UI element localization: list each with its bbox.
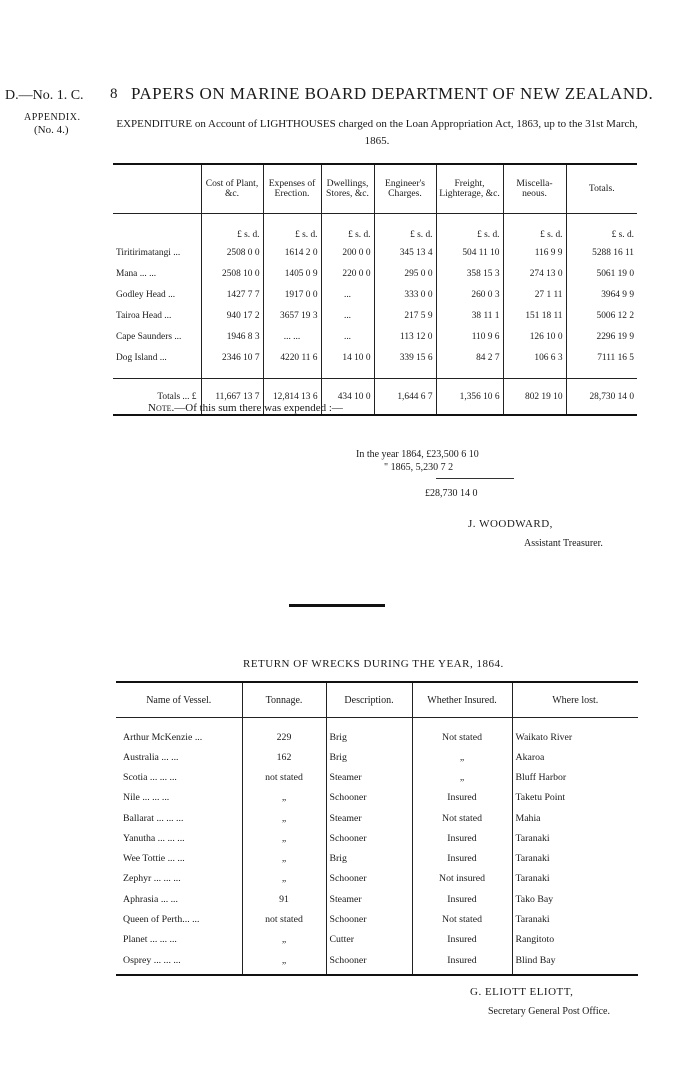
amount-cell: 3657 19 3	[263, 305, 321, 326]
vessel-name: Zephyr ... ... ...	[123, 873, 181, 885]
total-cell: 1,356 10 6	[436, 379, 503, 416]
signature-title: Assistant Treasurer.	[524, 538, 603, 549]
tonnage-cell: 229	[242, 718, 326, 748]
amount-cell: 274 13 0	[503, 263, 566, 284]
column-header: Engineer's Charges.	[374, 164, 436, 214]
amount-cell: 116 9 9	[503, 242, 566, 263]
column-header: Where lost.	[512, 682, 638, 718]
note-text: —Of this sum there was expended :—	[174, 402, 343, 414]
document-reference: D.—No. 1. C.	[5, 88, 84, 103]
year-sum: £28,730 14 0	[425, 488, 478, 499]
insured-cell: Insured	[412, 930, 512, 950]
table-row	[116, 950, 638, 975]
tonnage-cell: „	[242, 869, 326, 889]
column-header: Expenses of Erection.	[263, 164, 321, 214]
units-cell: £ s. d.	[566, 214, 637, 243]
location-cell: Taranaki	[512, 848, 638, 868]
expenditure-table	[113, 163, 637, 416]
amount-cell: 345 13 4	[374, 242, 436, 263]
year-1865-line: " 1865, 5,230 7 2	[384, 462, 454, 473]
location-cell: Taranaki	[512, 869, 638, 889]
insured-cell: Insured	[412, 848, 512, 868]
total-cell: 434 10 0	[321, 379, 374, 416]
expenditure-header-row	[113, 164, 637, 214]
insured-cell: Not stated	[412, 808, 512, 828]
expenditure-note	[148, 402, 343, 414]
column-header: Whether Insured.	[412, 682, 512, 718]
amount-cell: 1427 7 7	[201, 284, 263, 305]
description-cell: Cutter	[326, 930, 412, 950]
table-row	[116, 747, 638, 767]
amount-cell: 5061 19 0	[566, 263, 637, 284]
description-cell: Schooner	[326, 909, 412, 929]
section-divider	[289, 604, 385, 607]
insured-cell: Not stated	[412, 718, 512, 748]
amount-cell: 110 9 6	[436, 326, 503, 347]
description-cell: Schooner	[326, 869, 412, 889]
description-cell: Schooner	[326, 950, 412, 975]
table-row	[116, 889, 638, 909]
table-row	[116, 788, 638, 808]
location-cell: Mahia	[512, 808, 638, 828]
amount-cell: 3964 9 9	[566, 284, 637, 305]
tonnage-cell: 91	[242, 889, 326, 909]
table-row	[116, 718, 638, 748]
location-cell: Taketu Point	[512, 788, 638, 808]
total-cell: 1,644 6 7	[374, 379, 436, 416]
table-row	[113, 242, 637, 263]
column-header: Dwellings, Stores, &c.	[321, 164, 374, 214]
description-cell: Brig	[326, 718, 412, 748]
amount-cell: 113 12 0	[374, 326, 436, 347]
amount-cell: 2346 10 7	[201, 347, 263, 368]
signature-name: G. ELIOTT ELIOTT,	[470, 986, 574, 998]
column-header: Cost of Plant, &c.	[201, 164, 263, 214]
table-row	[113, 284, 637, 305]
total-cell: 802 19 10	[503, 379, 566, 416]
amount-cell: 126 10 0	[503, 326, 566, 347]
table-row	[113, 326, 637, 347]
amount-cell: 333 0 0	[374, 284, 436, 305]
lighthouse-name: Mana ... ...	[116, 268, 157, 279]
amount-cell: 7111 16 5	[566, 347, 637, 368]
amount-cell: 84 2 7	[436, 347, 503, 368]
amount-cell: 1614 2 0	[263, 242, 321, 263]
note-label: Note.	[148, 402, 175, 414]
description-cell: Schooner	[326, 788, 412, 808]
amount-cell: 217 5 9	[374, 305, 436, 326]
amount-cell: 151 18 11	[503, 305, 566, 326]
insured-cell: „	[412, 747, 512, 767]
table-row	[116, 930, 638, 950]
description-cell: Steamer	[326, 767, 412, 787]
page-title: PAPERS ON MARINE BOARD DEPARTMENT OF NEW ZEALAND.	[131, 84, 654, 103]
lighthouse-name: Tairoa Head ...	[116, 310, 172, 321]
location-cell: Taranaki	[512, 828, 638, 848]
units-cell: £ s. d.	[374, 214, 436, 243]
table-row	[113, 347, 637, 368]
vessel-name: Australia ... ...	[123, 751, 179, 763]
amount-cell: 27 1 11	[503, 284, 566, 305]
description-cell: Brig	[326, 848, 412, 868]
description-cell: Brig	[326, 747, 412, 767]
tonnage-cell: „	[242, 930, 326, 950]
table-row	[113, 305, 637, 326]
amount-cell: 358 15 3	[436, 263, 503, 284]
tonnage-cell: „	[242, 788, 326, 808]
location-cell: Blind Bay	[512, 950, 638, 975]
sum-rule	[436, 478, 514, 479]
units-cell: £ s. d.	[201, 214, 263, 243]
units-cell: £ s. d.	[321, 214, 374, 243]
table-row	[116, 808, 638, 828]
column-header	[113, 164, 201, 214]
lighthouse-name: Godley Head ...	[116, 289, 176, 300]
description-cell: Steamer	[326, 808, 412, 828]
expenditure-subtitle: EXPENDITURE on Account of LIGHTHOUSES charged on the Loan Appropriation Act, 1863, up to the 31st March, 1865.	[116, 118, 638, 147]
column-header: Freight, Lighterage, &c.	[436, 164, 503, 214]
vessel-name: Planet ... ... ...	[123, 934, 177, 946]
table-row	[116, 828, 638, 848]
table-row	[116, 909, 638, 929]
vessel-name: Aphrasia ... ...	[123, 893, 178, 905]
appendix-label: APPENDIX.	[24, 112, 81, 123]
year-1864-line: In the year 1864, £23,500 6 10	[356, 449, 479, 460]
amount-cell: 1405 0 9	[263, 263, 321, 284]
page-number: 8	[110, 86, 118, 102]
amount-cell: 504 11 10	[436, 242, 503, 263]
tonnage-cell: 162	[242, 747, 326, 767]
amount-cell: 106 6 3	[503, 347, 566, 368]
amount-cell: 38 11 1	[436, 305, 503, 326]
insured-cell: Insured	[412, 950, 512, 975]
lighthouse-name: Cape Saunders ...	[116, 331, 182, 342]
amount-cell: ...	[321, 284, 374, 305]
amount-cell: 5288 16 11	[566, 242, 637, 263]
vessel-name: Ballarat ... ... ...	[123, 812, 184, 824]
tonnage-cell: not stated	[242, 767, 326, 787]
amount-cell: 2508 0 0	[201, 242, 263, 263]
insured-cell: „	[412, 767, 512, 787]
lighthouse-name: Tiritirimatangi ...	[116, 247, 181, 258]
column-header: Miscella-neous.	[503, 164, 566, 214]
amount-cell: 5006 12 2	[566, 305, 637, 326]
location-cell: Waikato River	[512, 718, 638, 748]
amount-cell: 4220 11 6	[263, 347, 321, 368]
amount-cell: 940 17 2	[201, 305, 263, 326]
column-header: Tonnage.	[242, 682, 326, 718]
location-cell: Tako Bay	[512, 889, 638, 909]
vessel-name: Osprey ... ... ...	[123, 954, 181, 966]
amount-cell: 1917 0 0	[263, 284, 321, 305]
tonnage-cell: „	[242, 848, 326, 868]
description-cell: Steamer	[326, 889, 412, 909]
amount-cell: 200 0 0	[321, 242, 374, 263]
column-header: Description.	[326, 682, 412, 718]
totals-label: Totals ... £	[113, 379, 201, 416]
table-row	[116, 869, 638, 889]
insured-cell: Insured	[412, 788, 512, 808]
insured-cell: Not stated	[412, 909, 512, 929]
insured-cell: Insured	[412, 889, 512, 909]
amount-cell: 2508 10 0	[201, 263, 263, 284]
amount-cell: 1946 8 3	[201, 326, 263, 347]
total-cell: 28,730 14 0	[566, 379, 637, 416]
table-row	[113, 263, 637, 284]
total-cell: 12,814 13 6	[263, 379, 321, 416]
tonnage-cell: „	[242, 828, 326, 848]
table-row	[116, 848, 638, 868]
location-cell: Taranaki	[512, 909, 638, 929]
wrecks-header-row	[116, 682, 638, 718]
vessel-name: Nile ... ... ...	[123, 792, 170, 804]
vessel-name: Scotia ... ... ...	[123, 771, 177, 783]
description-cell: Schooner	[326, 828, 412, 848]
column-header: Name of Vessel.	[116, 682, 242, 718]
tonnage-cell: „	[242, 950, 326, 975]
location-cell: Akaroa	[512, 747, 638, 767]
amount-cell: 260 0 3	[436, 284, 503, 305]
signature-title: Secretary General Post Office.	[488, 1006, 610, 1017]
units-cell	[113, 214, 201, 243]
units-cell: £ s. d.	[263, 214, 321, 243]
units-cell: £ s. d.	[436, 214, 503, 243]
location-cell: Bluff Harbor	[512, 767, 638, 787]
wrecks-title: RETURN OF WRECKS DURING THE YEAR, 1864.	[243, 658, 504, 670]
amount-cell: ...	[321, 326, 374, 347]
column-header: Totals.	[566, 164, 637, 214]
lighthouse-name: Dog Island ...	[116, 352, 167, 363]
vessel-name: Wee Tottie ... ...	[123, 853, 185, 865]
wrecks-table	[116, 681, 638, 976]
insured-cell: Insured	[412, 828, 512, 848]
insured-cell: Not insured	[412, 869, 512, 889]
units-cell: £ s. d.	[503, 214, 566, 243]
units-row	[113, 214, 637, 243]
vessel-name: Arthur McKenzie ...	[123, 731, 203, 743]
total-cell: 11,667 13 7	[201, 379, 263, 416]
amount-cell: 14 10 0	[321, 347, 374, 368]
tonnage-cell: not stated	[242, 909, 326, 929]
vessel-name: Queen of Perth... ...	[123, 914, 200, 926]
amount-cell: ... ...	[263, 326, 321, 347]
vessel-name: Yanutha ... ... ...	[123, 832, 185, 844]
appendix-number: (No. 4.)	[34, 124, 69, 136]
table-row	[116, 767, 638, 787]
location-cell: Rangitoto	[512, 930, 638, 950]
tonnage-cell: „	[242, 808, 326, 828]
amount-cell: 220 0 0	[321, 263, 374, 284]
amount-cell: 295 0 0	[374, 263, 436, 284]
amount-cell: ...	[321, 305, 374, 326]
amount-cell: 339 15 6	[374, 347, 436, 368]
signature-name: J. WOODWARD,	[468, 518, 553, 530]
amount-cell: 2296 19 9	[566, 326, 637, 347]
